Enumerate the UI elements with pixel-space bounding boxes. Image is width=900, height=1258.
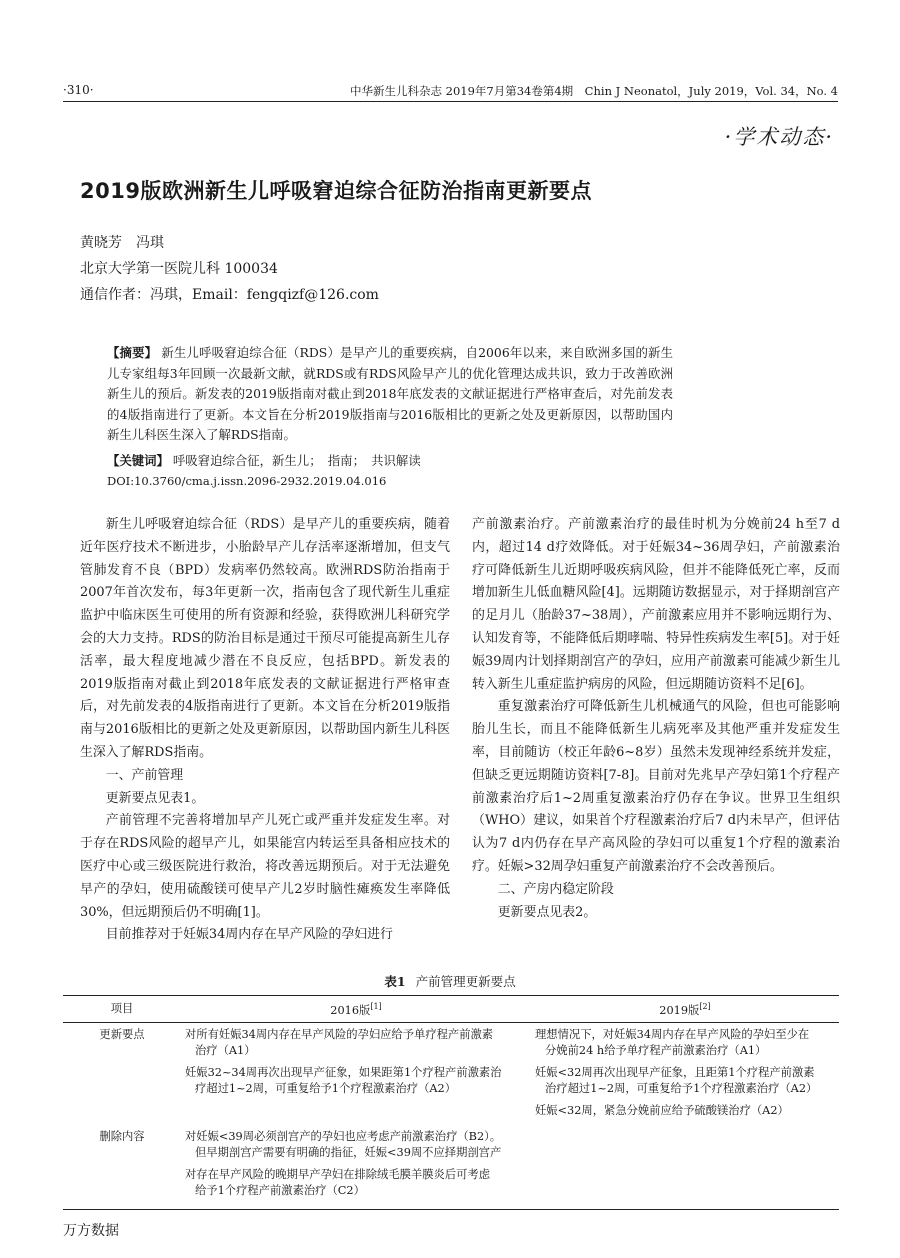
abstract-label: 【摘要】: [107, 345, 158, 360]
table-cell-2019: [531, 1125, 839, 1210]
table-entry: 对所有妊娠34周内存在早产风险的孕妇应给予单疗程产前激素 治疗（A1）: [185, 1027, 494, 1057]
keywords-label: 【关键词】: [107, 453, 169, 468]
running-head: 中华新生儿科杂志 2019年7月第34卷第4期 Chin J Neonatol，July 2019，Vol. 34，No. 4: [350, 84, 838, 98]
table-cell-category: 更新要点: [99, 1027, 145, 1041]
table-cell-category: 删除内容: [63, 1125, 181, 1210]
table-row: [63, 1022, 839, 1125]
table-entry: 理想情况下，对妊娠34周内存在早产风险的孕妇至少在 分娩前24 h给予单疗程产前激素治疗（A1）: [535, 1027, 810, 1057]
paragraph: 更新要点见表2。: [497, 904, 597, 920]
paragraph: 产前激素治疗。产前激素治疗的最佳时机为分娩前24 h至7 d内，超过14 d疗效降低。对于妊娠34~36周孕妇，产前激素治疗可降低新生儿近期呼吸疾病风险，但并不能降低死亡率，反而增加新生儿低血糖风险[4]。远期随访数据显示，对于择期剖宫产的足月儿（胎龄37~38周），产前激素应用并不影响远期行为、认知发育等，不能降低后期哮喘、特异性疾病发生率[5]。对于妊娠39周内计划择期剖宫产的孕妇，应用产前激素可能减少新生儿转入新生儿重症监护病房的风险，但远期随访资料不足[6]。: [472, 517, 840, 692]
citation-ref: [1]: [370, 1002, 382, 1011]
doi: DOI:10.3760/cma.j.issn.2096-2932.2019.04.016: [107, 474, 387, 488]
header-rule: [63, 101, 838, 102]
table-header: 2016版[1]: [181, 996, 531, 1023]
correspondence: 通信作者：冯琪，Email：fengqizf@126.com: [80, 287, 379, 303]
abstract-text: 新生儿呼吸窘迫综合征（RDS）是早产儿的重要疾病，自2006年以来，来自欧洲多国的新生儿专家组每3年回顾一次最新文献，就RDS或有RDS风险早产儿的优化管理达成共识，致力于改善欧洲新生儿的预后。新发表的2019版指南对截止到2018年底发表的文献证据进行严格审查后，对先前发表的4版指南进行了更新。本文旨在分析2019版指南与2016版相比的更新之处及更新原因，以帮助国内新生儿科医生深入了解RDS指南。: [107, 345, 673, 442]
paragraph: 产前管理不完善将增加早产儿死亡或严重并发症发生率。对于存在RDS风险的超早产儿，如果能宫内转运至具备相应技术的医疗中心或三级医院进行救治，将改善远期预后。对于无法避免早产的孕妇，使用硫酸镁可使早产儿2岁时脑性瘫痪发生率降低30%，但远期预后仍不明确[1]。: [80, 813, 450, 920]
keywords-text: 呼吸窘迫综合征，新生儿； 指南； 共识解读: [172, 453, 421, 468]
paragraph: 更新要点见表1。: [105, 790, 205, 806]
table-cell-2019: [531, 1022, 839, 1125]
body-column-left: [80, 514, 450, 947]
article-title: 2019版欧洲新生儿呼吸窘迫综合征防治指南更新要点: [80, 179, 592, 203]
paragraph: 目前推荐对于妊娠34周内存在早产风险的孕妇进行: [105, 927, 393, 943]
table-header: 项目: [63, 996, 181, 1023]
table-cell-2016: [181, 1125, 531, 1210]
watermark: 万方数据: [63, 1223, 119, 1239]
table-entry: 妊娠<32周再次出现早产征象，且距第1个疗程产前激素 治疗超过1~2周，可重复给予1个疗程激素治疗（A2）: [535, 1065, 818, 1095]
abstract: [107, 343, 673, 446]
table-row: [63, 1125, 839, 1210]
table-label: 表1: [384, 974, 406, 989]
section-heading: 二、产房内稳定阶段: [497, 881, 614, 897]
table-entry: 妊娠32~34周再次出现早产征象，如果距第1个疗程产前激素治 疗超过1~2周，可重复给予1个疗程激素治疗（A2）: [185, 1065, 502, 1095]
section-heading: 一、产前管理: [105, 767, 184, 783]
section-tag: ·学术动态·: [724, 125, 834, 149]
paragraph: 重复激素治疗可降低新生儿机械通气的风险，但也可能影响胎儿生长，而且不能降低新生儿病死率及其他严重并发症发生率，目前随访（校正年龄6~8岁）虽然未发现神经系统并发症，但缺乏更远期随访资料[7-8]。目前对先兆早产孕妇第1个疗程产前激素治疗后1~2周重复激素治疗仍存在争议。世界卫生组织（WHO）建议，如果首个疗程激素治疗后7 d内未早产，但评估认为7 d内仍存在早产高风险的孕妇可以重复1个疗程的激素治疗。妊娠>32周孕妇重复产前激素治疗不会改善预后。: [472, 699, 840, 874]
keywords: [107, 451, 421, 469]
table-cell-2016: [181, 1022, 531, 1125]
table-1: [63, 995, 839, 1210]
page-number: ·310·: [63, 83, 94, 97]
table-entry: 对妊娠<39周必须剖宫产的孕妇也应考虑产前激素治疗（B2）。 但早期剖宫产需要有明确的指征，妊娠<39周不应择期剖宫产: [185, 1129, 502, 1159]
table-entry: 妊娠<32周，紧急分娩前应给予硫酸镁治疗（A2）: [535, 1103, 789, 1117]
authors: 黄晓芳 冯琪: [80, 235, 164, 251]
table-header-row: [63, 996, 839, 1023]
paragraph: 新生儿呼吸窘迫综合征（RDS）是早产儿的重要疾病，随着近年医疗技术不断进步，小胎龄早产儿存活率逐渐增加，但支气管肺发育不良（BPD）发病率仍然较高。欧洲RDS防治指南于2007年首次发布，每3年更新一次，指南包含了现代新生儿重症监护中临床医生可使用的所有资源和经验，获得欧洲儿科研究学会的大力支持。RDS的防治目标是通过干预尽可能提高新生儿存活率，最大程度地减少潜在不良反应，包括BPD。新发表的2019版指南对截止到2018年底发表的文献证据进行严格审查后，对先前发表的4版指南进行了更新。本文旨在分析2019版指南与2016版相比的更新之处及更新原因，以帮助国内新生儿科医生深入了解RDS指南。: [80, 517, 450, 760]
citation-ref: [2]: [699, 1002, 711, 1011]
table-caption: [0, 972, 900, 990]
table-entry: 对存在早产风险的晚期早产孕妇在排除绒毛膜羊膜炎后可考虑 给予1个疗程产前激素治疗（C2）: [185, 1167, 491, 1197]
table-header: 2019版[2]: [531, 996, 839, 1023]
affiliation: 北京大学第一医院儿科 100034: [80, 261, 278, 277]
body-column-right: [472, 514, 840, 924]
table-title: 产前管理更新要点: [415, 974, 516, 989]
